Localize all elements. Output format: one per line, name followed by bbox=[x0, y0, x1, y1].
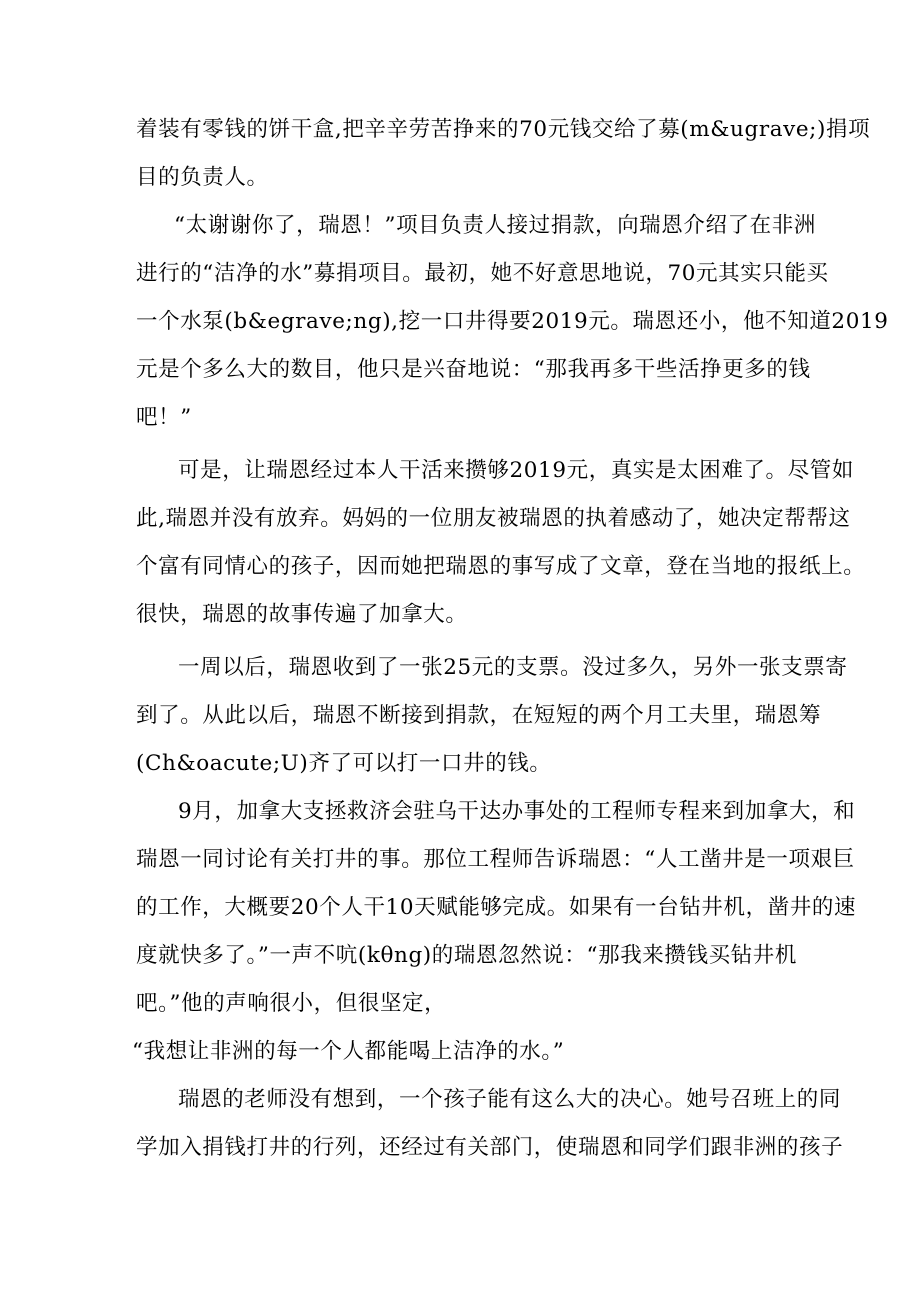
text-line: 元是个多么大的数目，他只是兴奋地说：“那我再多干些活挣更多的钱 bbox=[136, 357, 811, 382]
text-line: 可是，让瑞恩经过本人干活来攒够2019元，真实是太困难了。尽管如 bbox=[178, 458, 854, 483]
text-line: 一个水泵(b&egrave;ng),挖一口井得要2019元。瑞恩还小，他不知道2019 bbox=[136, 309, 889, 334]
text-line: 度就快多了。”一声不吭(kθng)的瑞恩忽然说：“那我来攒钱买钻井机 bbox=[136, 943, 797, 968]
text-line: 着装有零钱的饼干盒,把辛辛劳苦挣来的70元钱交给了募(m&ugrave;)捐项 bbox=[136, 117, 871, 142]
text-line: 个富有同情心的孩子，因而她把瑞恩的事写成了文章，登在当地的报纸上。 bbox=[136, 554, 866, 579]
text-line: 吧。”他的声响很小，但很坚定， bbox=[136, 991, 447, 1016]
text-line: 学加入捐钱打井的行列，还经过有关部门，使瑞恩和同学们跟非洲的孩子 bbox=[136, 1135, 844, 1160]
text-line: 的工作，大概要20个人干10天赋能够完成。如果有一台钻井机，凿井的速 bbox=[136, 895, 857, 920]
text-line: “太谢谢你了，瑞恩！”项目负责人接过捐款，向瑞恩介绍了在非洲 bbox=[174, 213, 816, 238]
text-line: 目的负责人。 bbox=[136, 165, 269, 190]
text-line: 瑞恩的老师没有想到，一个孩子能有这么大的决心。她号召班上的同 bbox=[178, 1087, 842, 1112]
text-line: 此,瑞恩并没有放弃。妈妈的一位朋友被瑞恩的执着感动了，她决定帮帮这 bbox=[136, 506, 851, 531]
text-line: 吧！” bbox=[136, 405, 192, 430]
text-line: “我想让非洲的每一个人都能喝上洁净的水。” bbox=[132, 1039, 565, 1064]
text-line: 进行的“洁净的水”募捐项目。最初，她不好意思地说，70元其实只能买 bbox=[136, 261, 829, 286]
text-line: 瑞恩一同讨论有关打井的事。那位工程师告诉瑞恩：“人工凿井是一项艰巨 bbox=[136, 847, 855, 872]
text-line: 到了。从此以后，瑞恩不断接到捐款，在短短的两个月工夫里，瑞恩筹 bbox=[136, 703, 822, 728]
text-line: 很快，瑞恩的故事传遍了加拿大。 bbox=[136, 602, 468, 627]
text-line: 一周以后，瑞恩收到了一张25元的支票。没过多久，另外一张支票寄 bbox=[178, 655, 848, 680]
text-line: (Ch&oacute;U)齐了可以打一口井的钱。 bbox=[136, 751, 552, 776]
text-line: 9月，加拿大支拯救济会驻乌干达办事处的工程师专程来到加拿大，和 bbox=[178, 799, 856, 824]
